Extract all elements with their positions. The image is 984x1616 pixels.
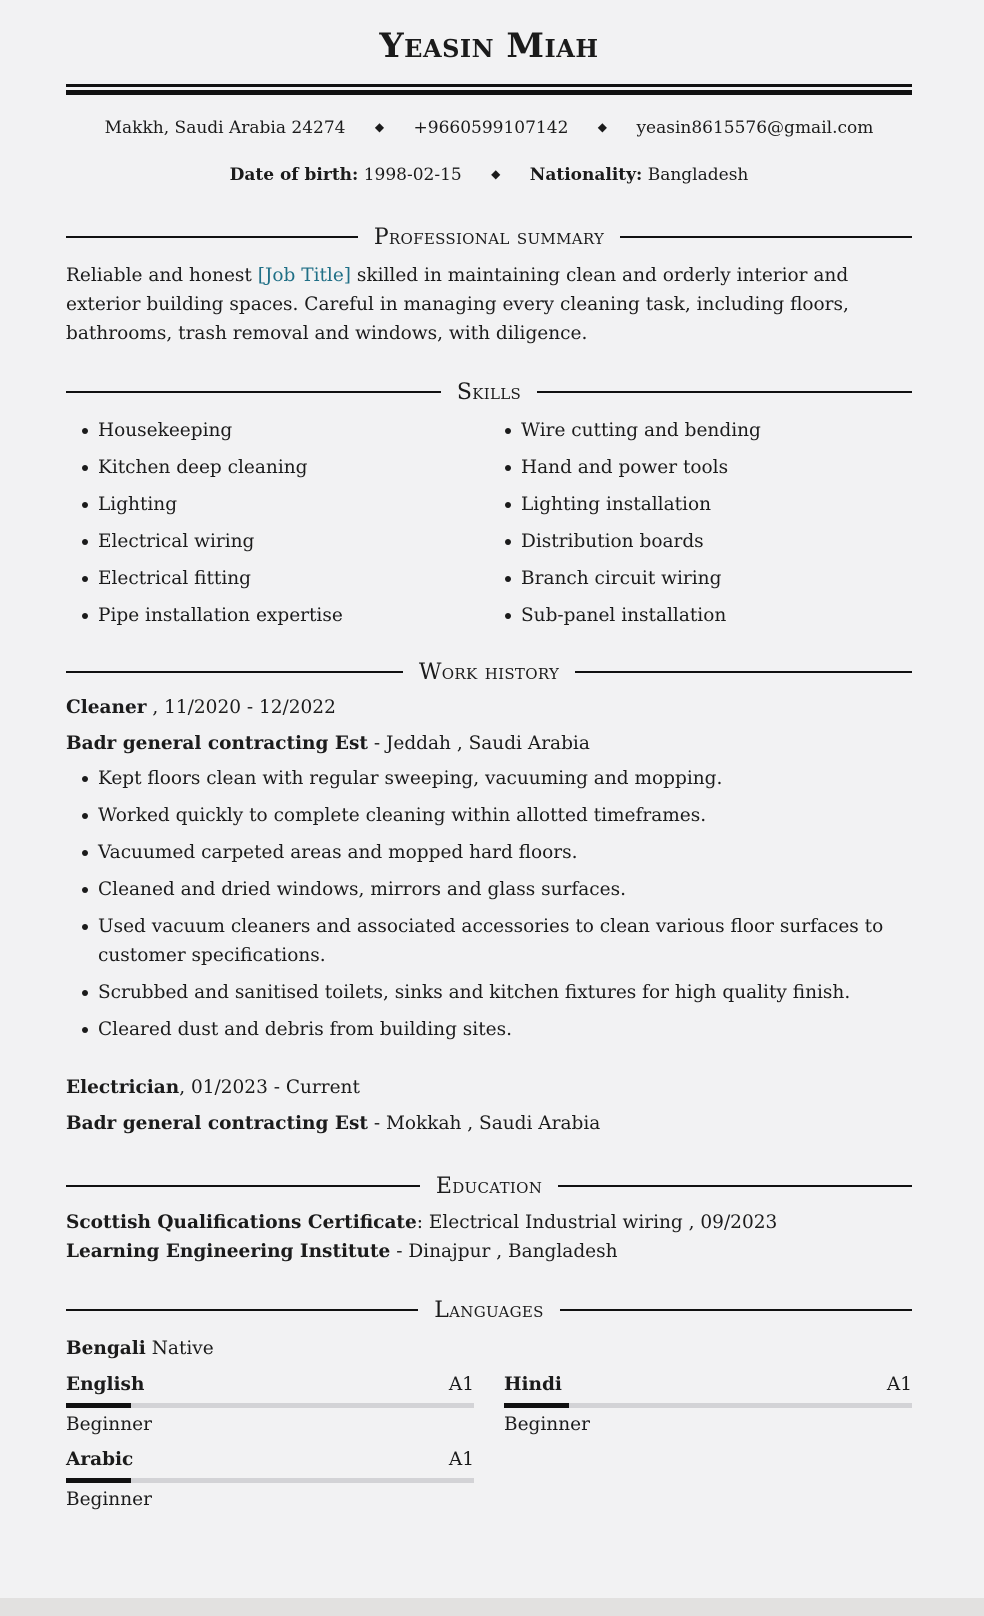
native-language-label: Native [145,1338,214,1359]
job-duty: Cleaned and dried windows, mirrors and glass surfaces. [66,875,912,904]
language-proficiency-bar [66,1403,474,1408]
education-entry [66,1208,912,1266]
language-name: Hindi [504,1374,562,1395]
diamond-separator-icon: ◆ [491,167,501,181]
skill-item: Housekeeping [66,416,489,445]
section-header-work [66,658,912,686]
header-rule-thin [66,84,912,87]
summary-text-end: skilled in maintaining clean and orderly interior and exterior building spaces. Careful in managing every cleaning task, including floors, bathrooms, trash removal and windows, with diligence. [66,265,849,344]
skill-item: Electrical fitting [66,564,489,593]
header-rule-thick [66,90,912,95]
nationality-value: Bangladesh [647,165,749,185]
job-company: Badr general contracting Est [66,1113,368,1134]
job-duties-list [66,764,912,1044]
skill-item: Electrical wiring [66,527,489,556]
native-language [66,1334,912,1363]
section-title: Education [435,1173,543,1199]
divider-line [66,236,358,238]
skill-item: Lighting installation [489,490,912,519]
language-item [66,1370,474,1439]
section-header-summary [66,223,912,251]
divider-line [560,1309,912,1311]
language-code: A1 [448,1374,474,1395]
job-dates: , 11/2020 - 12/2022 [146,697,336,718]
language-item [66,1445,474,1514]
section-header-languages [66,1296,912,1324]
divider-line [66,1309,418,1311]
spacer [66,1052,912,1066]
section-title: Languages [434,1297,544,1323]
email: yeasin8615576@gmail.com [636,118,874,138]
section-title: Skills [456,379,522,405]
skill-item: Hand and power tools [489,453,912,482]
summary-text [66,261,912,348]
summary-text-start: Reliable and honest [66,265,258,286]
job-location: - Jeddah , Saudi Arabia [367,733,590,754]
skill-item: Kitchen deep cleaning [66,453,489,482]
language-code: A1 [886,1374,912,1395]
job-title-placeholder: [Job Title] [257,265,352,286]
address: Makkh, Saudi Arabia 24274 [104,118,346,138]
job-title-line [66,693,912,722]
divider-line [620,236,912,238]
job-entry [66,693,912,1044]
job-duty: Vacuumed carpeted areas and mopped hard floors. [66,838,912,867]
job-role: Cleaner [66,697,147,718]
divider-line [66,391,441,393]
job-entry [66,1073,912,1138]
qualification-field: : Electrical Industrial wiring , 09/2023 [416,1212,778,1233]
language-code: A1 [448,1449,474,1470]
job-duty: Kept floors clean with regular sweeping, vacuuming and mopping. [66,764,912,793]
dob-label: Date of birth: [229,165,359,185]
language-level: Beginner [66,1414,152,1435]
job-location: - Mokkah , Saudi Arabia [367,1113,601,1134]
education-school-line [66,1237,912,1266]
skill-item: Branch circuit wiring [489,564,912,593]
language-name: Arabic [66,1449,134,1470]
job-role: Electrician [66,1077,180,1098]
divider-line [558,1185,912,1187]
job-dates: , 01/2023 - Current [179,1077,360,1098]
job-duty: Worked quickly to complete cleaning within allotted timeframes. [66,801,912,830]
language-proficiency-bar [66,1478,474,1483]
section-header-education [66,1172,912,1200]
dob-value: 1998-02-15 [363,165,462,185]
divider-line [66,671,403,673]
section-title: Work history [418,659,560,685]
phone: +9660599107142 [413,118,569,138]
resume-page [66,0,912,1520]
personal-details-line [66,162,912,187]
language-proficiency-fill [66,1403,131,1408]
job-company-line [66,1109,912,1138]
job-duty: Used vacuum cleaners and associated accessories to clean various floor surfaces to customer specifications. [66,912,912,970]
diamond-separator-icon: ◆ [597,120,608,134]
language-item [504,1370,912,1439]
skill-item: Wire cutting and bending [489,416,912,445]
job-duty: Scrubbed and sanitised toilets, sinks and kitchen fixtures for high quality finish. [66,978,912,1007]
job-company: Badr general contracting Est [66,733,368,754]
contact-line [66,115,912,140]
job-title-line [66,1073,912,1102]
skills-left-column [66,416,489,638]
school: Learning Engineering Institute [66,1241,391,1262]
skills-columns [66,416,912,638]
divider-line [575,671,912,673]
job-duty: Cleared dust and debris from building sites. [66,1015,912,1044]
skill-item: Sub-panel installation [489,601,912,630]
section-title: Professional summary [373,224,605,250]
language-name: English [66,1374,145,1395]
divider-line [66,1185,420,1187]
skill-item: Distribution boards [489,527,912,556]
native-language-name: Bengali [66,1338,146,1359]
language-level: Beginner [66,1489,152,1510]
language-proficiency-fill [66,1478,131,1483]
school-place: - Dinajpur , Bangladesh [390,1241,618,1262]
skill-item: Pipe installation expertise [66,601,489,630]
nationality-label: Nationality: [529,165,643,185]
job-company-line [66,729,912,758]
language-proficiency-bar [504,1403,912,1408]
section-header-skills [66,378,912,406]
education-qualification-line [66,1208,912,1237]
language-proficiency-fill [504,1403,569,1408]
language-grid [66,1370,912,1520]
skill-item: Lighting [66,490,489,519]
page-bottom-edge [0,1598,984,1616]
language-level: Beginner [504,1414,590,1435]
candidate-name: Yeasin Miah [379,26,599,66]
skills-right-column [489,416,912,638]
qualification: Scottish Qualifications Certificate [66,1212,417,1233]
divider-line [537,391,912,393]
diamond-separator-icon: ◆ [374,120,385,134]
